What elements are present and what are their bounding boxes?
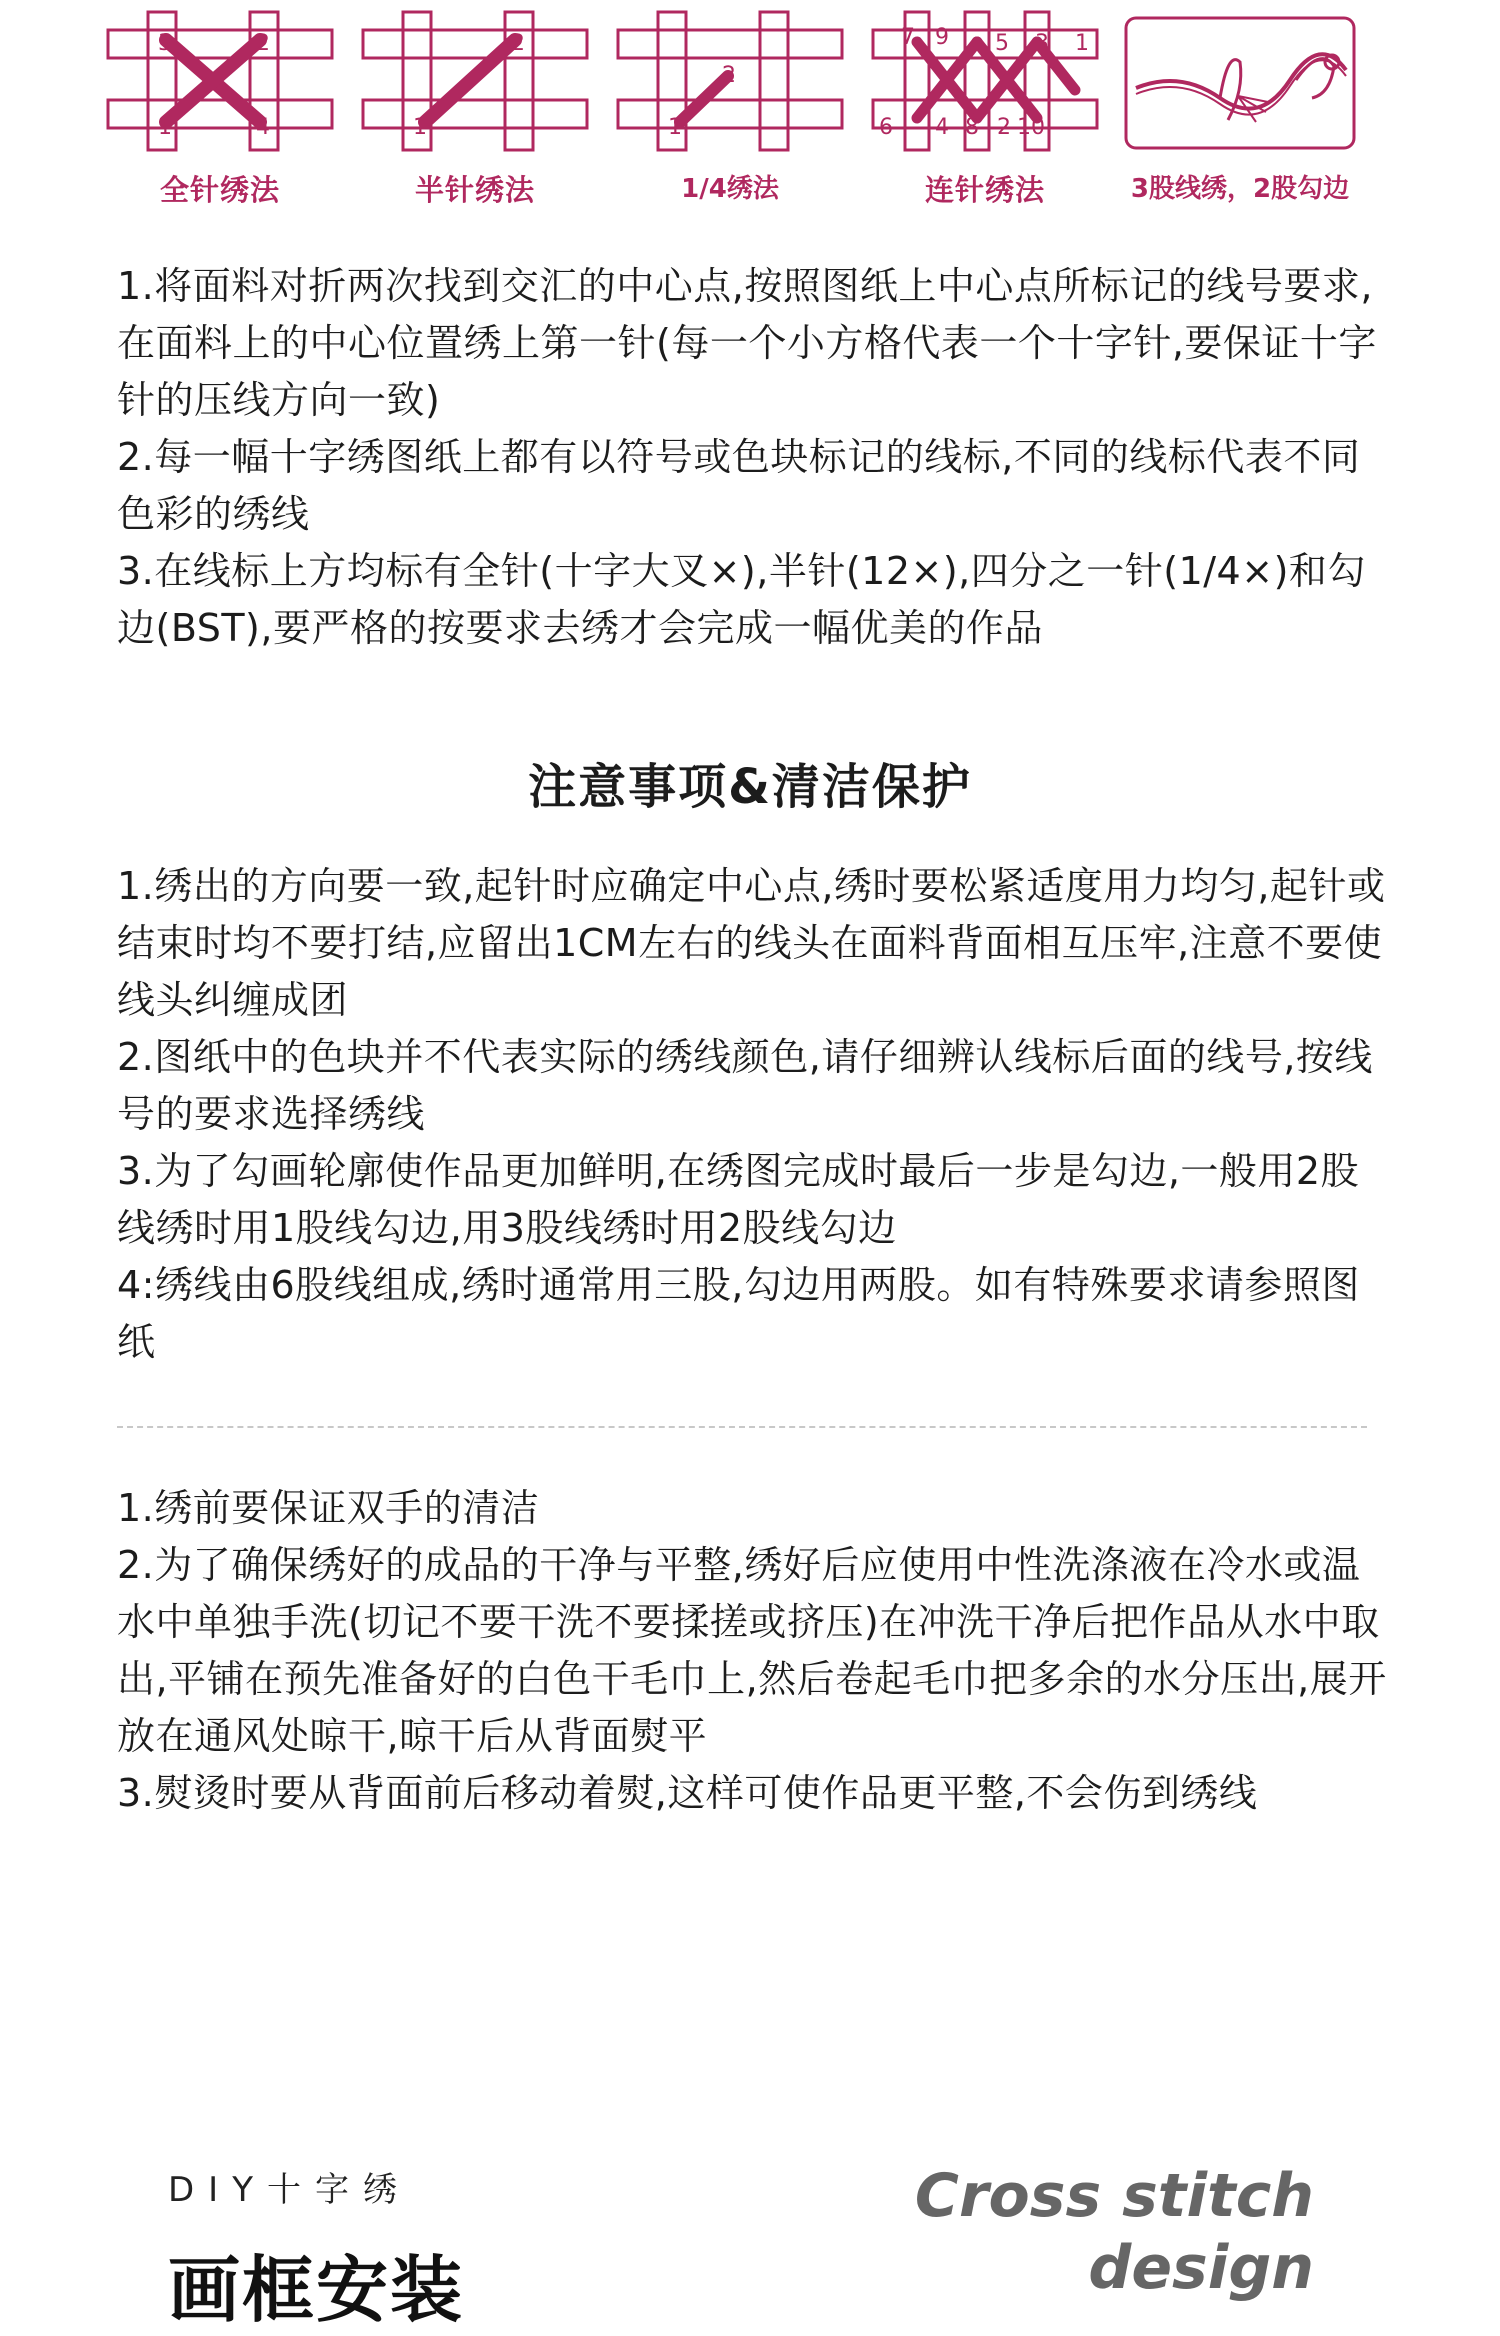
stitch-number: 1 [413, 115, 427, 140]
half-stitch-icon [355, 10, 595, 160]
half-stitch-diagram [355, 10, 595, 210]
stitch-number: 10 [1017, 115, 1045, 140]
stitch-number: 1 [668, 115, 682, 140]
footer-english-line: Cross stitch [914, 2161, 1314, 2231]
dashed-divider [117, 1426, 1367, 1428]
cleaning-paragraph: 2.为了确保绣好的成品的干净与平整,绣好后应使用中性洗涤液在冷水或温水中单独手洗(切记不要干洗不要揉搓或挤压)在冲洗干净后把作品从水中取出,平铺在预先准备好的白色干毛巾上,然后卷起毛巾把多余的水分压出,展开放在通风处晾干,晾干后从背面熨平 [117, 1543, 1387, 1758]
stitch-number: 1 [1075, 31, 1089, 56]
stitch-number: 2 [256, 31, 270, 56]
intro-paragraph: 2.每一幅十字绣图纸上都有以符号或色块标记的线标,不同的线标代表不同色彩的绣线 [117, 435, 1361, 536]
stitch-number: 4 [256, 115, 270, 140]
stitch-label: 1/4绣法 [681, 174, 779, 204]
footer-english-title [915, 2160, 1314, 2304]
stitch-number: 7 [901, 25, 915, 50]
stitch-number: 1 [158, 115, 172, 140]
stitch-diagram-row [100, 10, 1400, 210]
stitch-label: 3股线绣，2股勾边 [1130, 174, 1350, 204]
stitch-number: 2 [722, 63, 736, 88]
stitch-number: 8 [965, 115, 979, 140]
quarter-stitch-icon [610, 10, 850, 160]
footer-english-line: design [1088, 2233, 1314, 2303]
thread-icon [1120, 10, 1360, 160]
stitch-number: 2 [997, 115, 1011, 140]
footer-tagline: DIY十字绣 [168, 2170, 411, 2210]
thread-strands-diagram [1120, 10, 1360, 210]
quarter-stitch-diagram [610, 10, 850, 210]
stitch-number: 4 [935, 115, 949, 140]
full-stitch-diagram [100, 10, 340, 210]
full-stitch-icon [100, 10, 340, 160]
stitch-number: 3 [158, 31, 172, 56]
intro-instructions [117, 258, 1387, 657]
continuous-stitch-diagram [865, 10, 1105, 210]
footer-title: 画框安装 [168, 2248, 465, 2332]
stitch-label: 连针绣法 [924, 173, 1045, 207]
cleaning-list [117, 1480, 1387, 1822]
note-paragraph: 2.图纸中的色块并不代表实际的绣线颜色,请仔细辨认线标后面的线号,按线号的要求选择绣线 [117, 1035, 1373, 1136]
continuous-stitch-icon [865, 10, 1105, 160]
stitch-number: 2 [511, 31, 525, 56]
note-paragraph: 4:绣线由6股线组成,绣时通常用三股,勾边用两股。如有特殊要求请参照图纸 [117, 1263, 1360, 1364]
stitch-number: 6 [879, 115, 893, 140]
section-title: 注意事项&清洁保护 [528, 759, 972, 815]
stitch-number: 3 [1035, 31, 1049, 56]
stitch-label: 全针绣法 [159, 173, 280, 207]
cleaning-paragraph: 3.熨烫时要从背面前后移动着熨,这样可使作品更平整,不会伤到绣线 [117, 1771, 1258, 1815]
stitch-label: 半针绣法 [414, 173, 535, 207]
stitch-number: 9 [935, 25, 949, 50]
note-paragraph: 3.为了勾画轮廓使作品更加鲜明,在绣图完成时最后一步是勾边,一般用2股线绣时用1股线勾边,用3股线绣时用2股线勾边 [117, 1149, 1360, 1250]
cleaning-paragraph: 1.绣前要保证双手的清洁 [117, 1486, 540, 1530]
notes-list [117, 858, 1387, 1371]
stitch-number: 5 [995, 31, 1009, 56]
note-paragraph: 1.绣出的方向要一致,起针时应确定中心点,绣时要松紧适度用力均匀,起针或结束时均不要打结,应留出1CM左右的线头在面料背面相互压牢,注意不要使线头纠缠成团 [117, 864, 1386, 1022]
intro-paragraph: 1.将面料对折两次找到交汇的中心点,按照图纸上中心点所标记的线号要求,在面料上的中心位置绣上第一针(每一个小方格代表一个十字针,要保证十字针的压线方向一致) [117, 264, 1377, 422]
intro-paragraph: 3.在线标上方均标有全针(十字大叉×),半针(12×),四分之一针(1/4×)和勾边(BST),要严格的按要求去绣才会完成一幅优美的作品 [117, 549, 1366, 650]
